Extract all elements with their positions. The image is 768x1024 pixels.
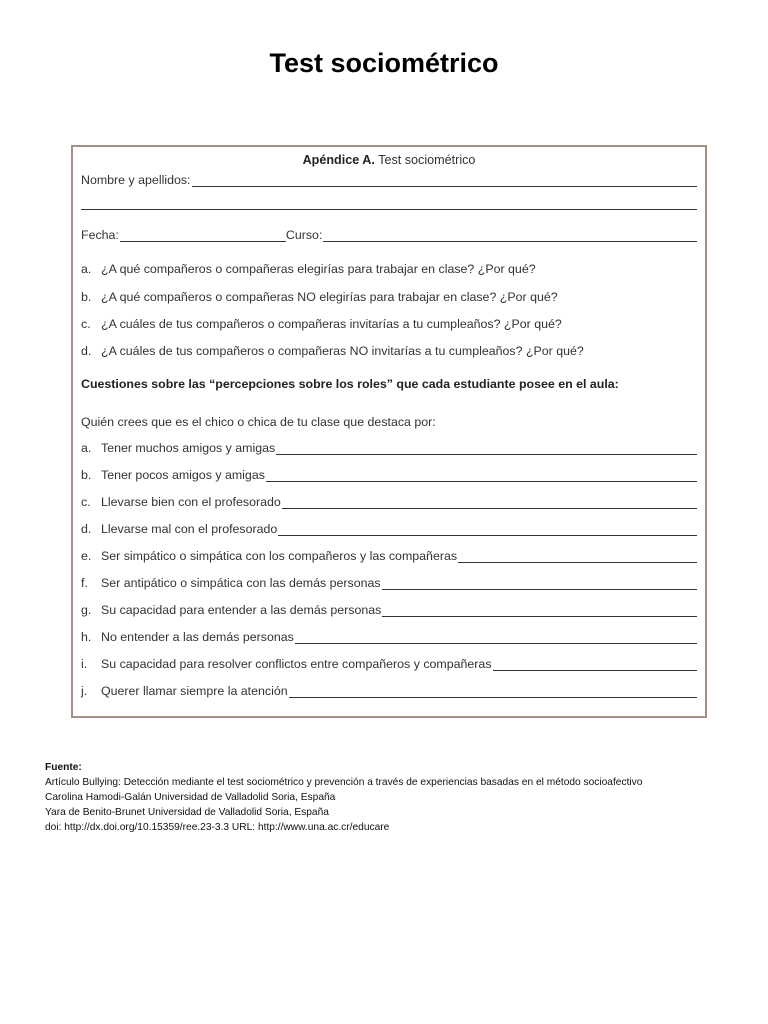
source-line: Carolina Hamodi-Galán Universidad de Valladolid Soria, España: [45, 792, 336, 803]
appendix-title-text: Test sociométrico: [378, 153, 476, 167]
appendix-title: [73, 153, 705, 167]
role-text: Ser simpático o simpática con los compañeros y las compañeras: [101, 549, 458, 563]
role-text: Su capacidad para resolver conflictos entre compañeros y compañeras: [101, 657, 492, 671]
role-text: Tener pocos amigos y amigas: [101, 468, 265, 482]
role-letter: h.: [81, 630, 92, 644]
name-label: Nombre y apellidos:: [81, 173, 191, 187]
role-letter: b.: [81, 468, 92, 482]
role-text: No entender a las demás personas: [101, 630, 294, 644]
question-item: [81, 340, 697, 358]
role-text: Tener muchos amigos y amigas: [101, 441, 276, 455]
role-text: Querer llamar siempre la atención: [101, 684, 288, 698]
roles-heading-text: Cuestiones sobre las “percepciones sobre los roles” que cada estudiante posee en el aula:: [81, 377, 619, 391]
date-label: Fecha:: [81, 228, 119, 242]
question-text: ¿A cuáles de tus compañeros o compañeras NO invitarías a tu cumpleaños? ¿Por qué?: [101, 344, 584, 358]
question-item: [81, 286, 697, 304]
role-item: [81, 518, 697, 536]
question-text: ¿A qué compañeros o compañeras NO elegirías para trabajar en clase? ¿Por qué?: [101, 290, 558, 304]
name-row: [81, 169, 697, 187]
date-field[interactable]: [120, 228, 286, 242]
role-answer-field[interactable]: [382, 603, 697, 617]
question-item: [81, 313, 697, 331]
role-letter: i.: [81, 657, 88, 671]
role-item: [81, 491, 697, 509]
role-answer-field[interactable]: [278, 522, 697, 536]
role-text: Su capacidad para entender a las demás personas: [101, 603, 382, 617]
sociometric-form: [71, 145, 707, 718]
role-answer-field[interactable]: [493, 657, 697, 671]
source-label: Fuente:: [45, 762, 82, 773]
role-letter: a.: [81, 441, 92, 455]
course-field[interactable]: [323, 228, 697, 242]
role-text: Llevarse mal con el profesorado: [101, 522, 278, 536]
role-answer-field[interactable]: [266, 468, 697, 482]
role-item: [81, 437, 697, 455]
role-letter: e.: [81, 549, 92, 563]
role-item: [81, 626, 697, 644]
source-line: Yara de Benito-Brunet Universidad de Valladolid Soria, España: [45, 807, 329, 818]
name-field-continuation[interactable]: [81, 209, 697, 210]
role-letter: g.: [81, 603, 92, 617]
role-letter: c.: [81, 495, 91, 509]
roles-intro: [81, 411, 697, 429]
role-item: [81, 545, 697, 563]
role-item: [81, 653, 697, 671]
roles-intro-text: Quién crees que es el chico o chica de tu clase que destaca por:: [81, 415, 436, 429]
question-item: [81, 258, 697, 276]
role-answer-field[interactable]: [282, 495, 697, 509]
appendix-label: Apéndice A.: [302, 153, 375, 167]
date-course-row: [81, 224, 697, 242]
role-letter: f.: [81, 576, 88, 590]
role-letter: d.: [81, 522, 92, 536]
page-title: Test sociométrico: [269, 48, 499, 78]
source-line: Artículo Bullying: Detección mediante el test sociométrico y prevención a través de experiencias basadas en el método socioafectivo: [45, 777, 643, 788]
question-letter: c.: [81, 317, 91, 331]
question-letter: b.: [81, 290, 92, 304]
role-item: [81, 680, 697, 698]
roles-heading: [81, 373, 697, 391]
role-text: Ser antipático o simpática con las demás personas: [101, 576, 381, 590]
source-line: doi: http://dx.doi.org/10.15359/ree.23-3.3 URL: http://www.una.ac.cr/educare: [45, 822, 390, 833]
source-citation: [45, 760, 745, 835]
role-letter: j.: [81, 684, 88, 698]
role-item: [81, 572, 697, 590]
question-text: ¿A qué compañeros o compañeras elegirías para trabajar en clase? ¿Por qué?: [101, 262, 536, 276]
role-item: [81, 599, 697, 617]
role-answer-field[interactable]: [458, 549, 697, 563]
role-text: Llevarse bien con el profesorado: [101, 495, 281, 509]
role-answer-field[interactable]: [289, 684, 697, 698]
role-answer-field[interactable]: [276, 441, 697, 455]
course-label: Curso:: [285, 228, 323, 242]
question-text: ¿A cuáles de tus compañeros o compañeras invitarías a tu cumpleaños? ¿Por qué?: [101, 317, 562, 331]
role-answer-field[interactable]: [382, 576, 697, 590]
question-letter: a.: [81, 262, 92, 276]
name-field[interactable]: [192, 173, 697, 187]
question-letter: d.: [81, 344, 92, 358]
role-answer-field[interactable]: [295, 630, 697, 644]
role-item: [81, 464, 697, 482]
